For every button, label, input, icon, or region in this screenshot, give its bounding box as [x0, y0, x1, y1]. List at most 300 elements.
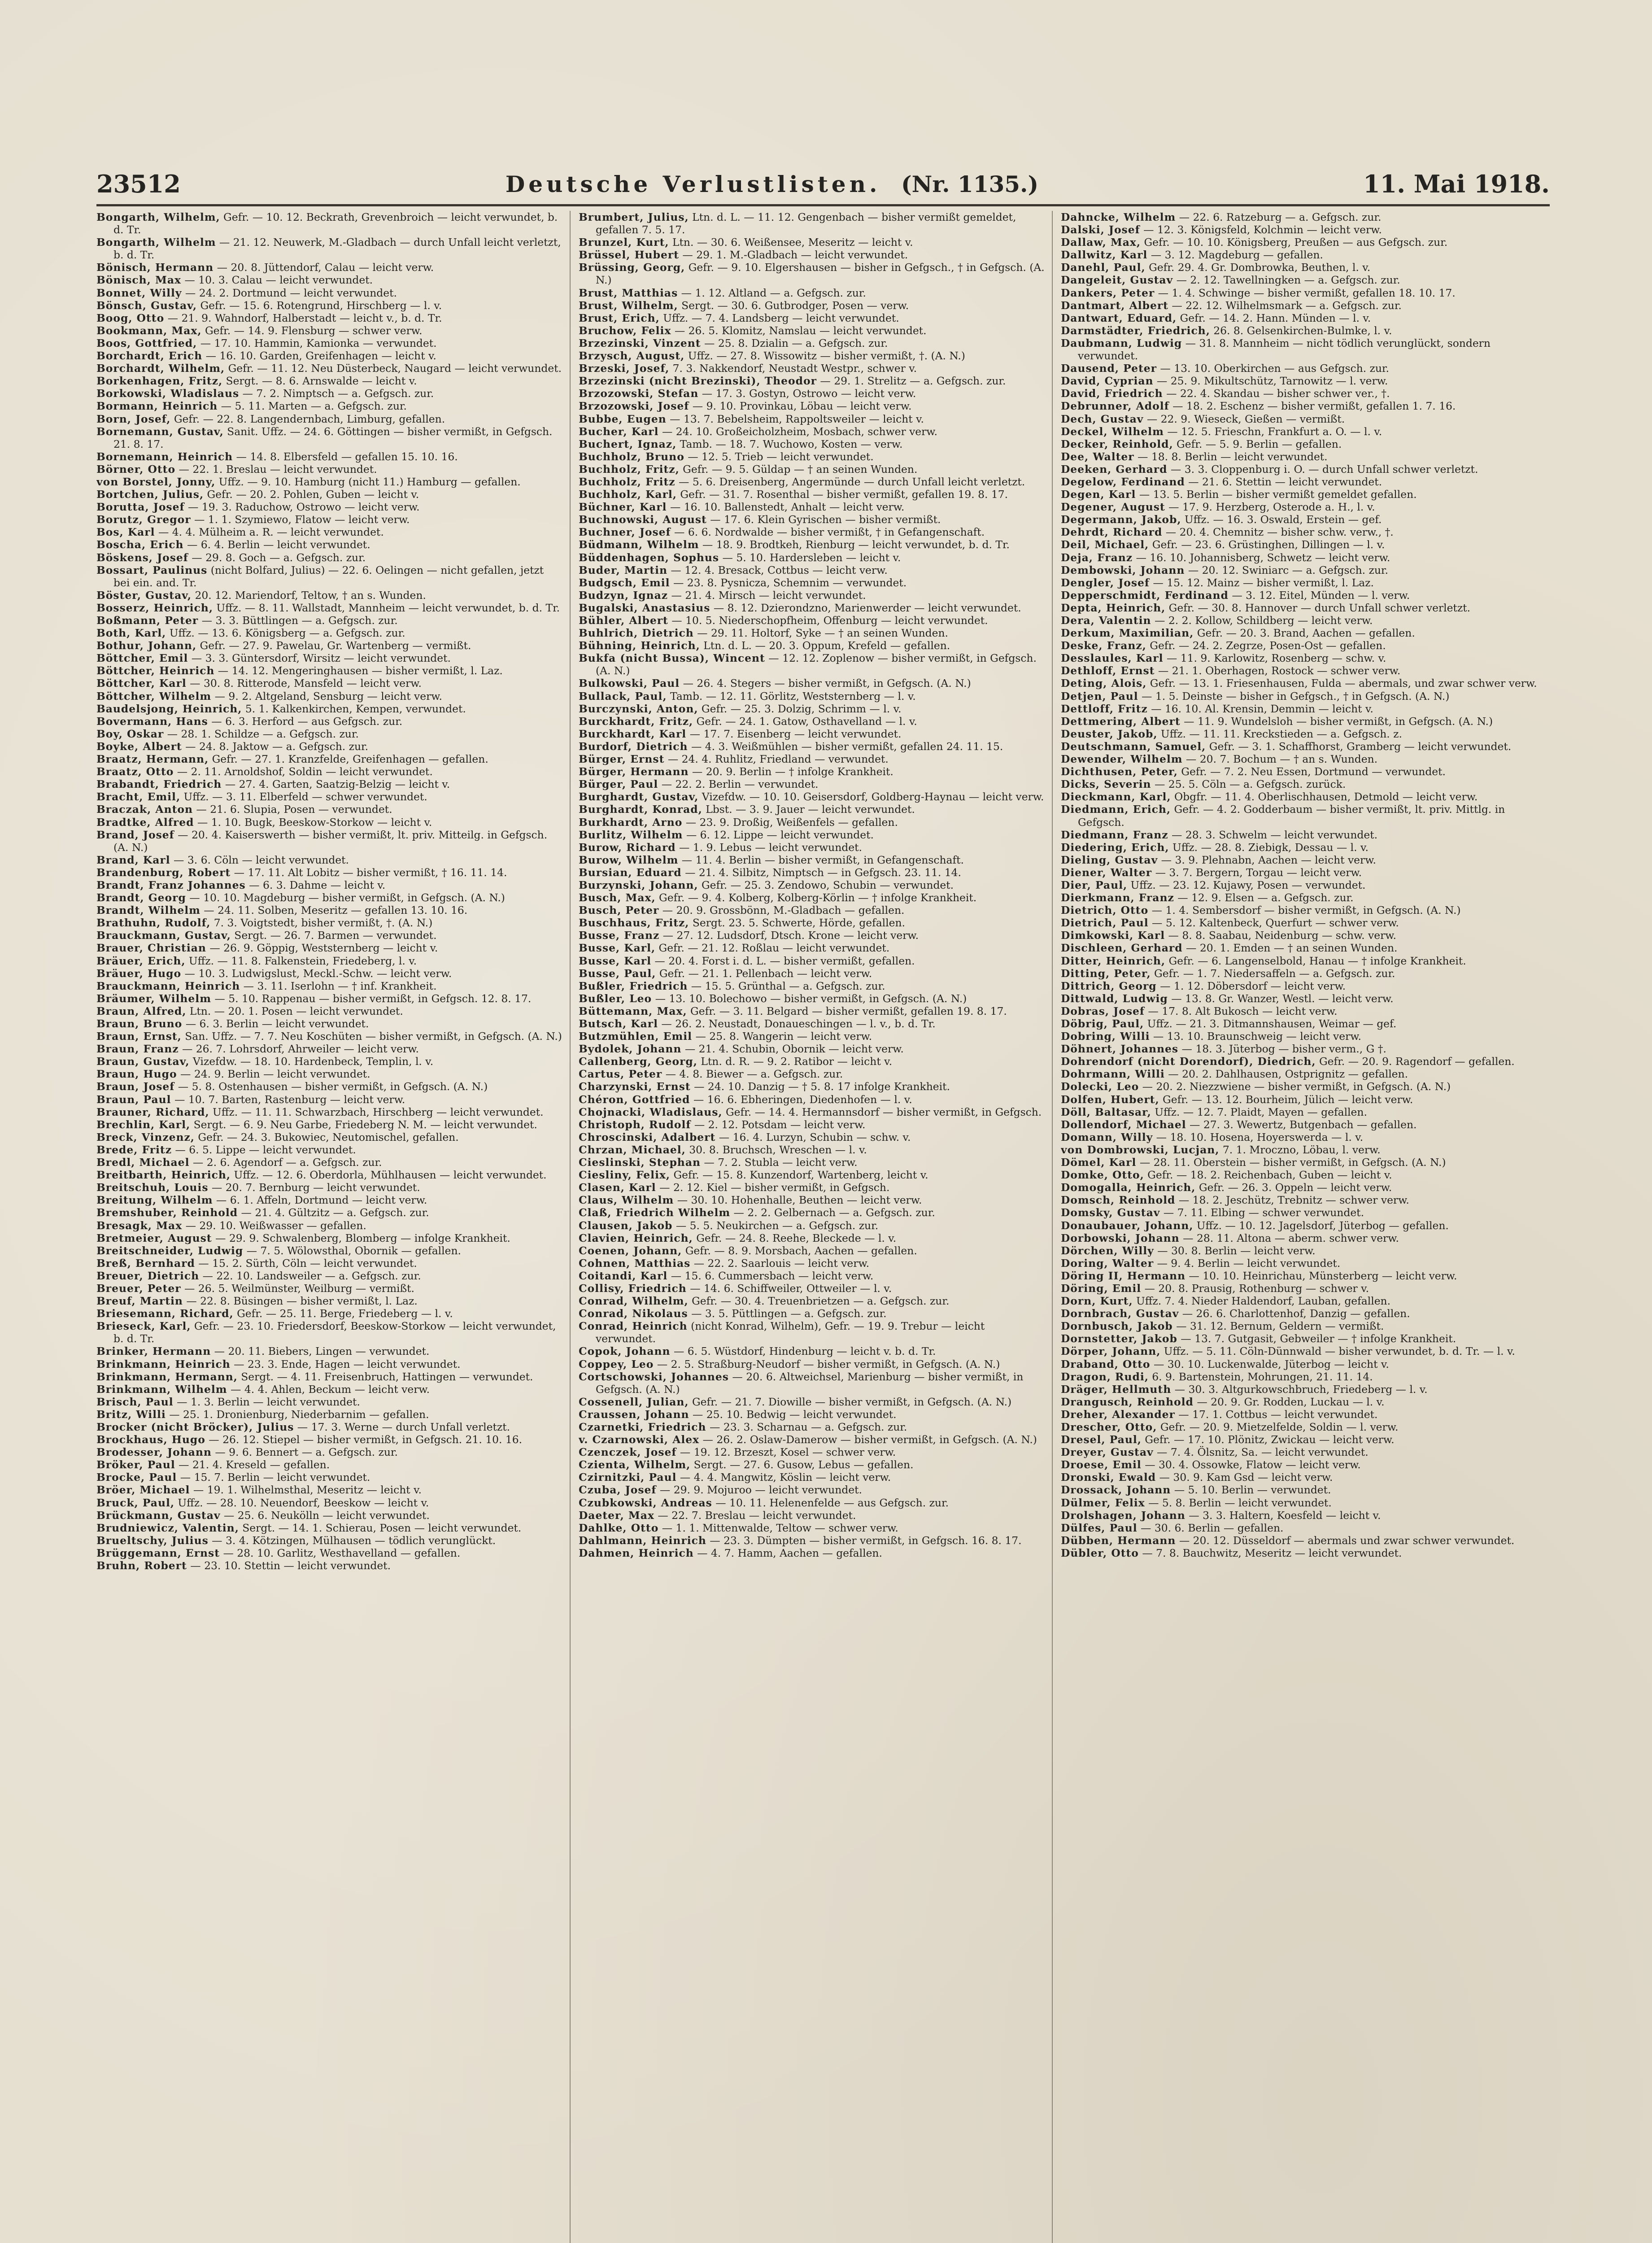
casualty-details: — 4. 4. Mangwitz, Köslin — leicht verw.	[676, 1471, 891, 1484]
casualty-entry	[579, 1370, 1045, 1396]
casualty-details: — 1. 12. Altland — a. Gefgsch. zur.	[678, 286, 866, 299]
casualty-entry	[1061, 1446, 1550, 1458]
casualty-name: Chroscinski, Adalbert	[579, 1130, 716, 1143]
casualty-entry	[1061, 1017, 1550, 1030]
casualty-entry	[1061, 664, 1550, 677]
casualty-entry	[96, 1118, 563, 1131]
casualty-name: Brzozowski, Josef	[579, 400, 689, 413]
casualty-name: Dahmen, Heinrich	[579, 1546, 694, 1559]
casualty-name: Dräger, Hellmuth	[1061, 1383, 1172, 1396]
casualty-details: — 16. 10. Al. Krensin, Demmin — leicht v.	[1147, 702, 1373, 715]
casualty-name: Dausend, Peter	[1061, 362, 1157, 375]
casualty-name: Bosserz, Heinrich,	[96, 601, 213, 614]
casualty-name: Brathuhn, Rudolf,	[96, 916, 211, 929]
casualty-name: Döring II, Hermann	[1061, 1269, 1186, 1282]
casualty-name: Danehl, Paul,	[1061, 261, 1146, 274]
casualty-details: — 5. 8. Ostenhausen — bisher vermißt, in Gefgsch. (A. N.)	[174, 1080, 488, 1093]
casualty-details: Sergt. — 14. 1. Schierau, Posen — leicht verwundet.	[239, 1521, 522, 1534]
casualty-name: Dangeleit, Gustav	[1061, 274, 1173, 287]
casualty-entry	[579, 1497, 1045, 1509]
casualty-name: Borchardt, Wilhelm,	[96, 362, 225, 375]
casualty-entry	[579, 1194, 1045, 1206]
page-header	[96, 166, 1550, 202]
casualty-entry	[1061, 1471, 1550, 1484]
casualty-entry	[579, 1509, 1045, 1522]
casualty-details: — 4. 3. Weißmühlen — bisher vermißt, gefallen 24. 11. 15.	[688, 740, 1003, 753]
casualty-details: — 17. 11. Alt Lobitz — bisher vermißt, † 16. 11. 14.	[231, 866, 507, 879]
casualty-entry	[96, 942, 563, 954]
casualty-details: — 15. 2. Sürth, Cöln — leicht verwundet.	[195, 1257, 417, 1270]
casualty-details: — 30. 8. Ritterode, Mansfeld — leicht verw.	[186, 677, 422, 690]
casualty-name: Bormann, Heinrich	[96, 400, 218, 413]
casualty-name: Chéron, Gottfried	[579, 1093, 690, 1106]
casualty-entry	[96, 1458, 563, 1471]
casualty-entry	[96, 413, 563, 425]
casualty-details: — 26. 5. Klomitz, Namslau — leicht verwundet.	[671, 324, 927, 337]
casualty-details: — 24. 8. Jaktow — a. Gefgsch. zur.	[182, 740, 369, 753]
casualty-details: Uffz. — 12. 6. Oberdorla, Mühlhausen — leicht verwundet.	[231, 1169, 547, 1182]
casualty-entry	[96, 816, 563, 829]
casualty-details: — 20. 6. Altweichsel, Marienburg — bisher vermißt, in Gefgsch. (A. N.)	[596, 1370, 1024, 1396]
casualty-details: Lbst. — 3. 9. Jauer — leicht verwundet.	[702, 803, 915, 816]
casualty-entry	[96, 677, 563, 689]
casualty-details: Sergt. — 6. 9. Neu Garbe, Friedeberg N. M. — leicht verwundet.	[190, 1118, 537, 1131]
casualty-entry	[96, 1206, 563, 1219]
casualty-details: — 4. 4. Ahlen, Beckum — leicht verw.	[227, 1383, 430, 1396]
casualty-details: — 26. 9. Göppig, Weststernberg — leicht v.	[206, 942, 438, 955]
casualty-entry	[579, 211, 1045, 236]
casualty-details: — 13. 10. Bolechowo — bisher vermißt, in Gefgsch. (A. N.)	[652, 992, 967, 1005]
casualty-name: Döhnert, Johannes	[1061, 1043, 1179, 1056]
casualty-entry	[579, 829, 1045, 841]
casualty-entry	[1061, 1282, 1550, 1295]
casualty-details: — 22. 6. Ratzeburg — a. Gefgsch. zur.	[1176, 211, 1382, 223]
casualty-name: Döll, Baltasar,	[1061, 1105, 1151, 1118]
casualty-name: Decker, Reinhold,	[1061, 437, 1173, 450]
casualty-entry	[96, 1219, 563, 1232]
casualty-details: — 27. 4. Garten, Saatzig-Belzig — leicht v.	[222, 778, 450, 791]
casualty-name: Dantwart, Eduard,	[1061, 311, 1177, 324]
casualty-details: — 24. 9. Berlin — leicht verwundet.	[177, 1068, 371, 1081]
casualty-details: — 15. 12. Mainz — bisher vermißt, l. Laz.	[1149, 576, 1374, 589]
casualty-details: — 13. 10. Braunschweig — leicht verw.	[1150, 1030, 1361, 1043]
casualty-name: Büttemann, Max,	[579, 1004, 687, 1017]
casualty-name: Busse, Paul,	[579, 967, 656, 980]
casualty-entry	[579, 576, 1045, 589]
casualty-details: — 20. 11. Biebers, Lingen — verwundet.	[211, 1345, 430, 1358]
casualty-name: Borkowski, Wladislaus	[96, 387, 240, 400]
casualty-name: Detjen, Paul	[1061, 689, 1138, 703]
casualty-details: — 1. 5. Deinste — bisher in Gefgsch., † in Gefgsch. (A. N.)	[1138, 689, 1450, 703]
casualty-name: Brauckmann, Gustav,	[96, 929, 231, 942]
casualty-entry	[579, 980, 1045, 992]
casualty-name: Büchner, Karl	[579, 501, 667, 514]
casualty-details: — 20. 2. Niezzwiene — bisher vermißt, in Gefgsch. (A. N.)	[1139, 1080, 1451, 1093]
casualty-entry	[1061, 589, 1550, 602]
casualty-details: — 24. 2. Dortmund — leicht verwundet.	[182, 286, 397, 299]
casualty-entry	[579, 349, 1045, 362]
casualty-details: Uffz. — 3. 11. Elberfeld — schwer verwundet.	[180, 790, 427, 803]
casualty-entry	[96, 614, 563, 627]
casualty-entry	[1061, 1345, 1550, 1357]
casualty-details: — 21. 4. Silbitz, Nimptsch — in Gefgsch. 23. 11. 14.	[681, 866, 961, 879]
casualty-details: — 21. 6. Slupia, Posen — verwundet.	[193, 803, 392, 816]
casualty-details: — 22. 4. Skandau — bisher schwer ver., †.	[1163, 387, 1390, 400]
casualty-name: Domann, Willy	[1061, 1130, 1153, 1143]
casualty-details: — 30. 9. Kam Gsd — leicht verw.	[1156, 1471, 1333, 1484]
casualty-details: Sergt. — 27. 6. Gusow, Lebus — gefallen.	[690, 1458, 914, 1471]
casualty-name: Dreyer, Gustav	[1061, 1446, 1154, 1459]
casualty-details: — 18. 10. Hosena, Hoyerswerda — l. v.	[1153, 1130, 1364, 1143]
casualty-name: Budzyn, Ignaz	[579, 589, 668, 602]
casualty-entry	[96, 299, 563, 312]
casualty-name: Brust, Matthias	[579, 286, 678, 299]
casualty-name: Claus, Wilhelm	[579, 1194, 674, 1207]
casualty-entry	[96, 1106, 563, 1118]
casualty-name: Dier, Paul,	[1061, 878, 1128, 891]
casualty-entry	[579, 425, 1045, 438]
casualty-details: — 7. 2. Nimptsch — a. Gefgsch. zur.	[239, 387, 434, 400]
casualty-name: Coppey, Leo	[579, 1357, 654, 1370]
casualty-name: Chrzan, Michael,	[579, 1143, 686, 1156]
casualty-details: — 25. 9. Mikultschütz, Tarnowitz — l. verw.	[1153, 375, 1388, 388]
casualty-details: — 12. 9. Elsen — a. Gefgsch. zur.	[1174, 891, 1354, 904]
casualty-entry	[1061, 1307, 1550, 1320]
casualty-details: Gefr. — 3. 11. Belgard — bisher vermißt, gefallen 19. 8. 17.	[687, 1004, 1007, 1017]
casualty-details: — 25. 10. Bedwig — leicht verwundet.	[689, 1408, 897, 1421]
casualty-entry	[96, 879, 563, 891]
casualty-entry	[579, 790, 1045, 803]
casualty-details: Gefr. — 25. 3. Zendowo, Schubin — verwundet.	[698, 878, 954, 891]
casualty-name: Brieseck, Karl,	[96, 1320, 191, 1333]
casualty-name: Braczak, Anton	[96, 803, 193, 816]
casualty-details: — 21. 4. Schubin, Obornik — leicht verw.	[681, 1043, 904, 1056]
casualty-entry	[1061, 223, 1550, 236]
casualty-details: Gefr. — 31. 7. Rosenthal — bisher vermißt, gefallen 19. 8. 17.	[676, 488, 1008, 501]
casualty-entry	[1061, 1118, 1550, 1131]
casualty-details: — 8. 8. Saabau, Neidenburg — schw. verw.	[1165, 929, 1396, 942]
casualty-entry	[96, 375, 563, 387]
casualty-entry	[579, 753, 1045, 765]
casualty-details: — 15. 7. Berlin — leicht verwundet.	[177, 1471, 371, 1484]
casualty-name: Debrunner, Adolf	[1061, 400, 1169, 413]
casualty-name: Czenczek, Josef	[579, 1446, 677, 1459]
casualty-name: Degen, Karl	[1061, 488, 1136, 501]
casualty-details: — 2. 6. Agendorf — a. Gefgsch. zur.	[189, 1156, 382, 1169]
casualty-details: — 2. 2. Gelbernach — a. Gefgsch. zur.	[730, 1206, 935, 1219]
casualty-name: Dischleen, Gerhard	[1061, 942, 1183, 955]
casualty-name: Dethloff, Ernst	[1061, 664, 1155, 677]
casualty-details: — 23. 8. Pysnicza, Schemnim — verwundet.	[670, 576, 907, 589]
casualty-name: Bresagk, Max	[96, 1219, 183, 1232]
casualty-entry	[579, 1547, 1045, 1559]
casualty-name: Depta, Heinrich,	[1061, 601, 1166, 614]
casualty-entry	[96, 1030, 563, 1043]
casualty-name: Böttcher, Heinrich	[96, 664, 215, 677]
casualty-name: Bröer, Michael	[96, 1484, 190, 1497]
casualty-name: Buhlrich, Dietrich	[579, 627, 694, 640]
casualty-details: Gefr. — 20. 9. Mietzelfelde, Soldin — l. verw.	[1157, 1421, 1399, 1433]
casualty-details: — 5. 10. Rappenau — bisher vermißt, in Gefgsch. 12. 8. 17.	[211, 992, 532, 1005]
casualty-details: — 26. 2. Neustadt, Donaueschingen — l. v., b. d. Tr.	[658, 1017, 936, 1030]
casualty-name: Brzysch, August,	[579, 349, 685, 362]
casualty-name: Bräumer, Wilhelm	[96, 992, 211, 1005]
casualty-entry	[1061, 1156, 1550, 1169]
casualty-details: Gefr. — 13. 1. Friesenhausen, Fulda — abermals, und zwar schwer verw.	[1146, 677, 1537, 690]
casualty-name: Dolecki, Leo	[1061, 1080, 1139, 1093]
casualty-entry	[1061, 627, 1550, 639]
casualty-name: Dallwitz, Karl	[1061, 249, 1148, 262]
casualty-entry	[96, 1358, 563, 1370]
casualty-name: Buchholz, Fritz	[579, 475, 676, 488]
casualty-details: — 25. 1. Dronienburg, Niederbarnim — gefallen.	[166, 1408, 429, 1421]
casualty-name: Bos, Karl	[96, 526, 155, 539]
casualty-details: — 18. 2. Eschenz — bisher vermißt, gefallen 1. 7. 16.	[1169, 400, 1456, 413]
casualty-name: Braatz, Otto	[96, 765, 174, 778]
casualty-name: Christoph, Rudolf	[579, 1118, 691, 1131]
casualty-name: Cartus, Peter	[579, 1068, 663, 1081]
casualty-details: — 6. 12. Lippe — leicht verwundet.	[683, 828, 874, 841]
column-2	[579, 211, 1045, 2243]
casualty-entry	[1061, 1181, 1550, 1194]
casualty-details: — 4. 4. Mülheim a. R. — leicht verwundet.	[155, 526, 384, 539]
casualty-details: — 3. 12. Eitel, Münden — l. verw.	[1228, 589, 1410, 602]
casualty-name: Brumbert, Julius,	[579, 211, 689, 223]
casualty-details: — 28. 10. Garlitz, Westhavelland — gefallen.	[220, 1546, 461, 1559]
casualty-details: — 24. 4. Ruhlitz, Friedland — verwundet.	[664, 753, 889, 766]
casualty-name: Drolshagen, Johann	[1061, 1509, 1186, 1522]
casualty-name: Bräuer, Hugo	[96, 967, 182, 980]
masthead	[506, 171, 1038, 197]
casualty-entry	[1061, 274, 1550, 286]
casualty-entry	[96, 778, 563, 790]
publication-title: Deutsche Verlustlisten.	[505, 170, 881, 197]
casualty-entry	[1061, 829, 1550, 841]
casualty-entry	[96, 1017, 563, 1030]
column-divider	[1052, 211, 1053, 2243]
casualty-entry	[1061, 476, 1550, 488]
casualty-details: — 31. 12. Bernum, Geldern — vermißt.	[1173, 1320, 1384, 1333]
casualty-details: — 9. 4. Berlin — leicht verwundet.	[1154, 1257, 1341, 1270]
casualty-details: — 30. 4. Ossowke, Flatow — leicht verw.	[1141, 1458, 1361, 1471]
casualty-details: — 23. 9. Droßig, Weißenfels — gefallen.	[682, 816, 898, 829]
casualty-details: Gefr. 29. 4. Gr. Dombrowka, Beuthen, l. v.	[1145, 261, 1371, 274]
casualty-name: Craussen, Johann	[579, 1408, 689, 1421]
casualty-details: — 2. 12. Tawellningken — a. Gefgsch. zur.	[1173, 274, 1400, 287]
casualty-details: — 1. 9. Lebus — leicht verwundet.	[676, 841, 862, 854]
casualty-name: Braun, Franz	[96, 1043, 179, 1056]
casualty-details: Uffz. — 11. 11. Schwarzbach, Hirschberg — leicht verwundet.	[209, 1105, 544, 1118]
casualty-entry	[579, 463, 1045, 476]
casualty-name: Brust, Wilhelm,	[579, 299, 678, 312]
casualty-name: Dohrendorf (nicht Dorendorf), Diedrich,	[1061, 1055, 1316, 1068]
casualty-name: Bovermann, Hans	[96, 715, 208, 728]
casualty-name: Domogalla, Heinrich,	[1061, 1181, 1196, 1194]
casualty-name: Dietrich, Paul	[1061, 916, 1149, 929]
casualty-name: Czubkowski, Andreas	[579, 1496, 712, 1509]
casualty-entry	[96, 1547, 563, 1559]
casualty-entry	[1061, 690, 1550, 703]
casualty-details: Gefr. — 11. 12. Neu Düsterbeck, Naugard — leicht verwundet.	[225, 362, 562, 375]
casualty-name: David, Cyprian	[1061, 375, 1154, 388]
casualty-entry	[1061, 1043, 1550, 1055]
casualty-entry	[1061, 955, 1550, 967]
casualty-entry	[1061, 1232, 1550, 1244]
casualty-details: — 29. 9. Schwalenberg, Blomberg — infolge Krankheit.	[212, 1231, 510, 1244]
casualty-entry	[579, 602, 1045, 614]
casualty-entry	[1061, 1522, 1550, 1534]
casualty-name: Braun, Gustav,	[96, 1055, 190, 1068]
casualty-details: — 3. 4. Kötzingen, Mülhausen — tödlich verunglückt.	[208, 1534, 496, 1547]
casualty-details: — 16. 10. Johannisberg, Schwetz — leicht verw.	[1133, 551, 1390, 564]
casualty-name: Brunzel, Kurt,	[579, 236, 669, 249]
casualty-details: — 31. 8. Mannheim — nicht tödlich verunglückt, sondern verwundet.	[1078, 336, 1491, 362]
casualty-entry	[96, 1509, 563, 1522]
casualty-name: Büdmann, Wilhelm	[579, 538, 699, 551]
casualty-details: — 6. 3. Berlin — leicht verwundet.	[182, 1017, 369, 1030]
casualty-details: — 26. 7. Lohrsdorf, Ahrweiler — leicht verw.	[179, 1043, 419, 1056]
casualty-entry	[579, 652, 1045, 677]
casualty-entry	[579, 538, 1045, 551]
casualty-name: Brinker, Hermann	[96, 1345, 211, 1358]
casualty-details: — 11. 9. Wundelsloh — bisher vermißt, in Gefgsch. (A. N.)	[1180, 715, 1493, 728]
casualty-entry	[1061, 438, 1550, 450]
casualty-name: Dieckmann, Karl,	[1061, 790, 1171, 803]
casualty-name: Boog, Otto	[96, 311, 165, 324]
casualty-entry	[579, 1320, 1045, 1345]
casualty-name: Brzezinski (nicht Brezinski), Theodor	[579, 375, 817, 388]
casualty-name: Bossart, Paulinus	[96, 563, 208, 576]
casualty-details: — 19. 12. Brzeszt, Kosel — schwer verw.	[676, 1446, 896, 1459]
column-3	[1061, 211, 1550, 2243]
casualty-name: Callenberg, Georg,	[579, 1055, 697, 1068]
casualty-name: Dülfes, Paul	[1061, 1521, 1138, 1534]
casualty-details: — 25. 5. Cöln — a. Gefgsch. zurück.	[1151, 778, 1346, 791]
casualty-entry	[96, 765, 563, 778]
casualty-entry	[579, 841, 1045, 854]
casualty-entry	[96, 425, 563, 450]
casualty-name: Burckhardt, Fritz,	[579, 715, 693, 728]
casualty-name: Bruchow, Felix	[579, 324, 671, 337]
casualty-name: Brudniewicz, Valentin,	[96, 1521, 239, 1534]
casualty-details: Gefr. — 5. 9. Berlin — gefallen.	[1173, 437, 1342, 450]
casualty-entry	[96, 602, 563, 614]
casualty-details: Obgfr. — 11. 4. Oberlischhausen, Detmold — leicht verw.	[1171, 790, 1478, 803]
casualty-entry	[96, 1497, 563, 1509]
casualty-entry	[96, 904, 563, 916]
casualty-name: Bracht, Emil,	[96, 790, 181, 803]
casualty-details: Gefr. — 25. 3. Dolzig, Schrimm — l. v.	[698, 702, 902, 715]
casualty-details: — 26. 6. Charlottenhof, Danzig — gefallen.	[1179, 1307, 1410, 1320]
casualty-entry	[579, 287, 1045, 299]
casualty-entry	[96, 1522, 563, 1534]
casualty-entry	[579, 992, 1045, 1005]
casualty-entry	[96, 1244, 563, 1257]
casualty-details: — 1. 4. Sembersdorf — bisher vermißt, in Gefgsch. (A. N.)	[1148, 904, 1461, 917]
casualty-details: — 18. 8. Berlin — leicht verwundet.	[1134, 450, 1328, 463]
casualty-name: Dronski, Ewald	[1061, 1471, 1156, 1484]
casualty-details: Uffz. — 8. 11. Wallstadt, Mannheim — leicht verwundet, b. d. Tr.	[213, 601, 560, 614]
casualty-name: Bothur, Johann,	[96, 639, 197, 652]
casualty-name: Darmstädter, Friedrich,	[1061, 324, 1210, 337]
casualty-entry	[1061, 1106, 1550, 1118]
casualty-details: — 2. 5. Straßburg-Neudorf — bisher vermißt, in Gefgsch. (A. N.)	[654, 1357, 1000, 1370]
casualty-name: Döbrig, Paul,	[1061, 1017, 1144, 1030]
casualty-details: Uffz. — 11. 11. Kreckstieden — a. Gefgsch. z.	[1157, 727, 1402, 740]
casualty-name: Derkum, Maximilian,	[1061, 627, 1194, 640]
casualty-details: — 6. 1. Affeln, Dortmund — leicht verw.	[213, 1194, 427, 1207]
casualty-name: Bröker, Paul	[96, 1458, 175, 1471]
casualty-details: — 12. 3. Königsfeld, Kolchmin — leicht verw.	[1140, 223, 1382, 236]
casualty-name: Brzeski, Josef,	[579, 362, 670, 375]
casualty-details: — 5. 11. Marten — a. Gefgsch. zur.	[218, 400, 407, 413]
casualty-details: — 10. 3. Calau — leicht verwundet.	[181, 274, 373, 287]
casualty-name: Bürger, Ernst	[579, 753, 665, 766]
casualty-details: Ltn. d. L. — 11. 12. Gengenbach — bisher vermißt gemeldet, gefallen 7. 5. 17.	[596, 211, 1016, 236]
casualty-entry	[579, 1181, 1045, 1194]
casualty-name: Bretmeier, August	[96, 1231, 212, 1244]
casualty-name: Dahlke, Otto	[579, 1521, 659, 1534]
casualty-entry	[96, 1131, 563, 1143]
casualty-entry	[579, 728, 1045, 740]
casualty-entry	[579, 1030, 1045, 1043]
casualty-name: Dörper, Johann,	[1061, 1345, 1161, 1358]
casualty-entry	[1061, 715, 1550, 728]
casualty-entry	[96, 1181, 563, 1194]
casualty-name: Breitschuh, Louis	[96, 1181, 209, 1194]
casualty-entry	[1061, 929, 1550, 942]
casualty-details: — 2. 11. Arnoldshof, Soldin — leicht verwundet.	[174, 765, 433, 778]
casualty-entry	[96, 488, 563, 501]
casualty-entry	[1061, 1358, 1550, 1370]
casualty-name: Dantmart, Albert	[1061, 299, 1168, 312]
casualty-details: Gefr. — 23. 6. Grüstinghen, Dillingen — l. v.	[1149, 538, 1385, 551]
casualty-details: Uffz. — 9. 10. Hamburg (nicht 11.) Hamburg — gefallen.	[215, 475, 521, 488]
casualty-name: Czarnetki, Friedrich	[579, 1421, 706, 1433]
casualty-entry	[1061, 1257, 1550, 1270]
casualty-name: Dobras, Josef	[1061, 1004, 1145, 1017]
casualty-name: Diedering, Erich,	[1061, 841, 1169, 854]
casualty-details: — 13. 8. Gr. Wanzer, Westl. — leicht verw.	[1168, 992, 1394, 1005]
casualty-name: Boscha, Erich	[96, 538, 184, 551]
casualty-name: Dimkowski, Karl	[1061, 929, 1165, 942]
casualty-entry	[96, 1005, 563, 1017]
casualty-details: Gefr. — 4. 2. Godderbaum — bisher vermißt, lt. priv. Mittlg. in Gefgsch.	[1078, 803, 1505, 829]
casualty-entry	[579, 513, 1045, 526]
casualty-entry	[96, 854, 563, 866]
casualty-entry	[96, 287, 563, 299]
casualty-entry	[96, 980, 563, 992]
casualty-entry	[579, 891, 1045, 904]
casualty-name: Cohnen, Matthias	[579, 1257, 691, 1270]
casualty-entry	[579, 375, 1045, 387]
casualty-entry	[1061, 1332, 1550, 1345]
casualty-details: — 1. 10. Bugk, Beeskow-Storkow — leicht v.	[194, 816, 432, 829]
casualty-entry	[1061, 1497, 1550, 1509]
casualty-entry	[96, 1055, 563, 1068]
casualty-name: Brechlin, Karl,	[96, 1118, 191, 1131]
casualty-entry	[96, 803, 563, 816]
casualty-details: — 16. 6. Ebheringen, Diedenhofen — l. v.	[690, 1093, 912, 1106]
casualty-details: Gefr. — 15. 8. Kunzendorf, Wartenberg, leicht v.	[670, 1169, 928, 1182]
casualty-details: — 6. 5. Wüstdorf, Hindenburg — leicht v. b. d. Tr.	[670, 1345, 936, 1358]
casualty-name: Dettmering, Albert	[1061, 715, 1181, 728]
casualty-name: Böttcher, Emil	[96, 652, 188, 665]
casualty-entry	[579, 955, 1045, 967]
casualty-name: Boy, Oskar	[96, 727, 164, 740]
casualty-entry	[96, 1370, 563, 1383]
casualty-entry	[1061, 211, 1550, 223]
